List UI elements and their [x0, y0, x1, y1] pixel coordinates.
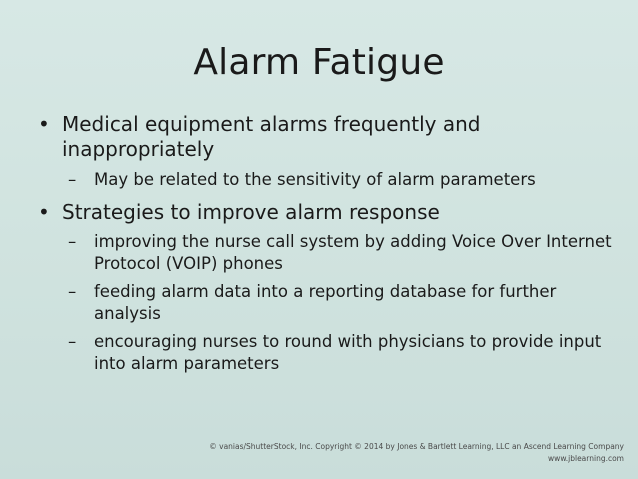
- bullet-icon: •: [38, 112, 50, 136]
- sub-bullet-text: improving the nurse call system by adding Voice Over Internet Protocol (VOIP) phones: [94, 232, 612, 273]
- sub-bullet-item: [38, 281, 618, 325]
- dash-icon: –: [68, 170, 77, 189]
- sub-bullet-item: [38, 169, 618, 191]
- dash-icon: –: [68, 232, 77, 251]
- slide-content: [38, 112, 618, 375]
- sub-bullet-item: [38, 231, 618, 275]
- bullet-text: Medical equipment alarms frequently and inappropriately: [62, 112, 481, 161]
- publisher-url: www.jblearning.com: [548, 454, 624, 463]
- copyright-footer: [209, 441, 624, 465]
- bullet-item: [38, 112, 618, 162]
- bullet-text: Strategies to improve alarm response: [62, 200, 440, 224]
- dash-icon: –: [68, 282, 77, 301]
- bullet-item: [38, 200, 618, 225]
- copyright-line: © vanias/ShutterStock, Inc. Copyright © 2014 by Jones & Bartlett Learning, LLC an Ascend Learning Company: [209, 442, 624, 451]
- dash-icon: –: [68, 332, 77, 351]
- sub-bullet-text: May be related to the sensitivity of alarm parameters: [94, 170, 536, 189]
- sub-bullet-text: feeding alarm data into a reporting database for further analysis: [94, 282, 557, 323]
- bullet-icon: •: [38, 200, 50, 224]
- sub-bullet-item: [38, 331, 618, 375]
- slide-title: Alarm Fatigue: [193, 42, 445, 83]
- sub-bullet-text: encouraging nurses to round with physicians to provide input into alarm parameters: [94, 332, 602, 373]
